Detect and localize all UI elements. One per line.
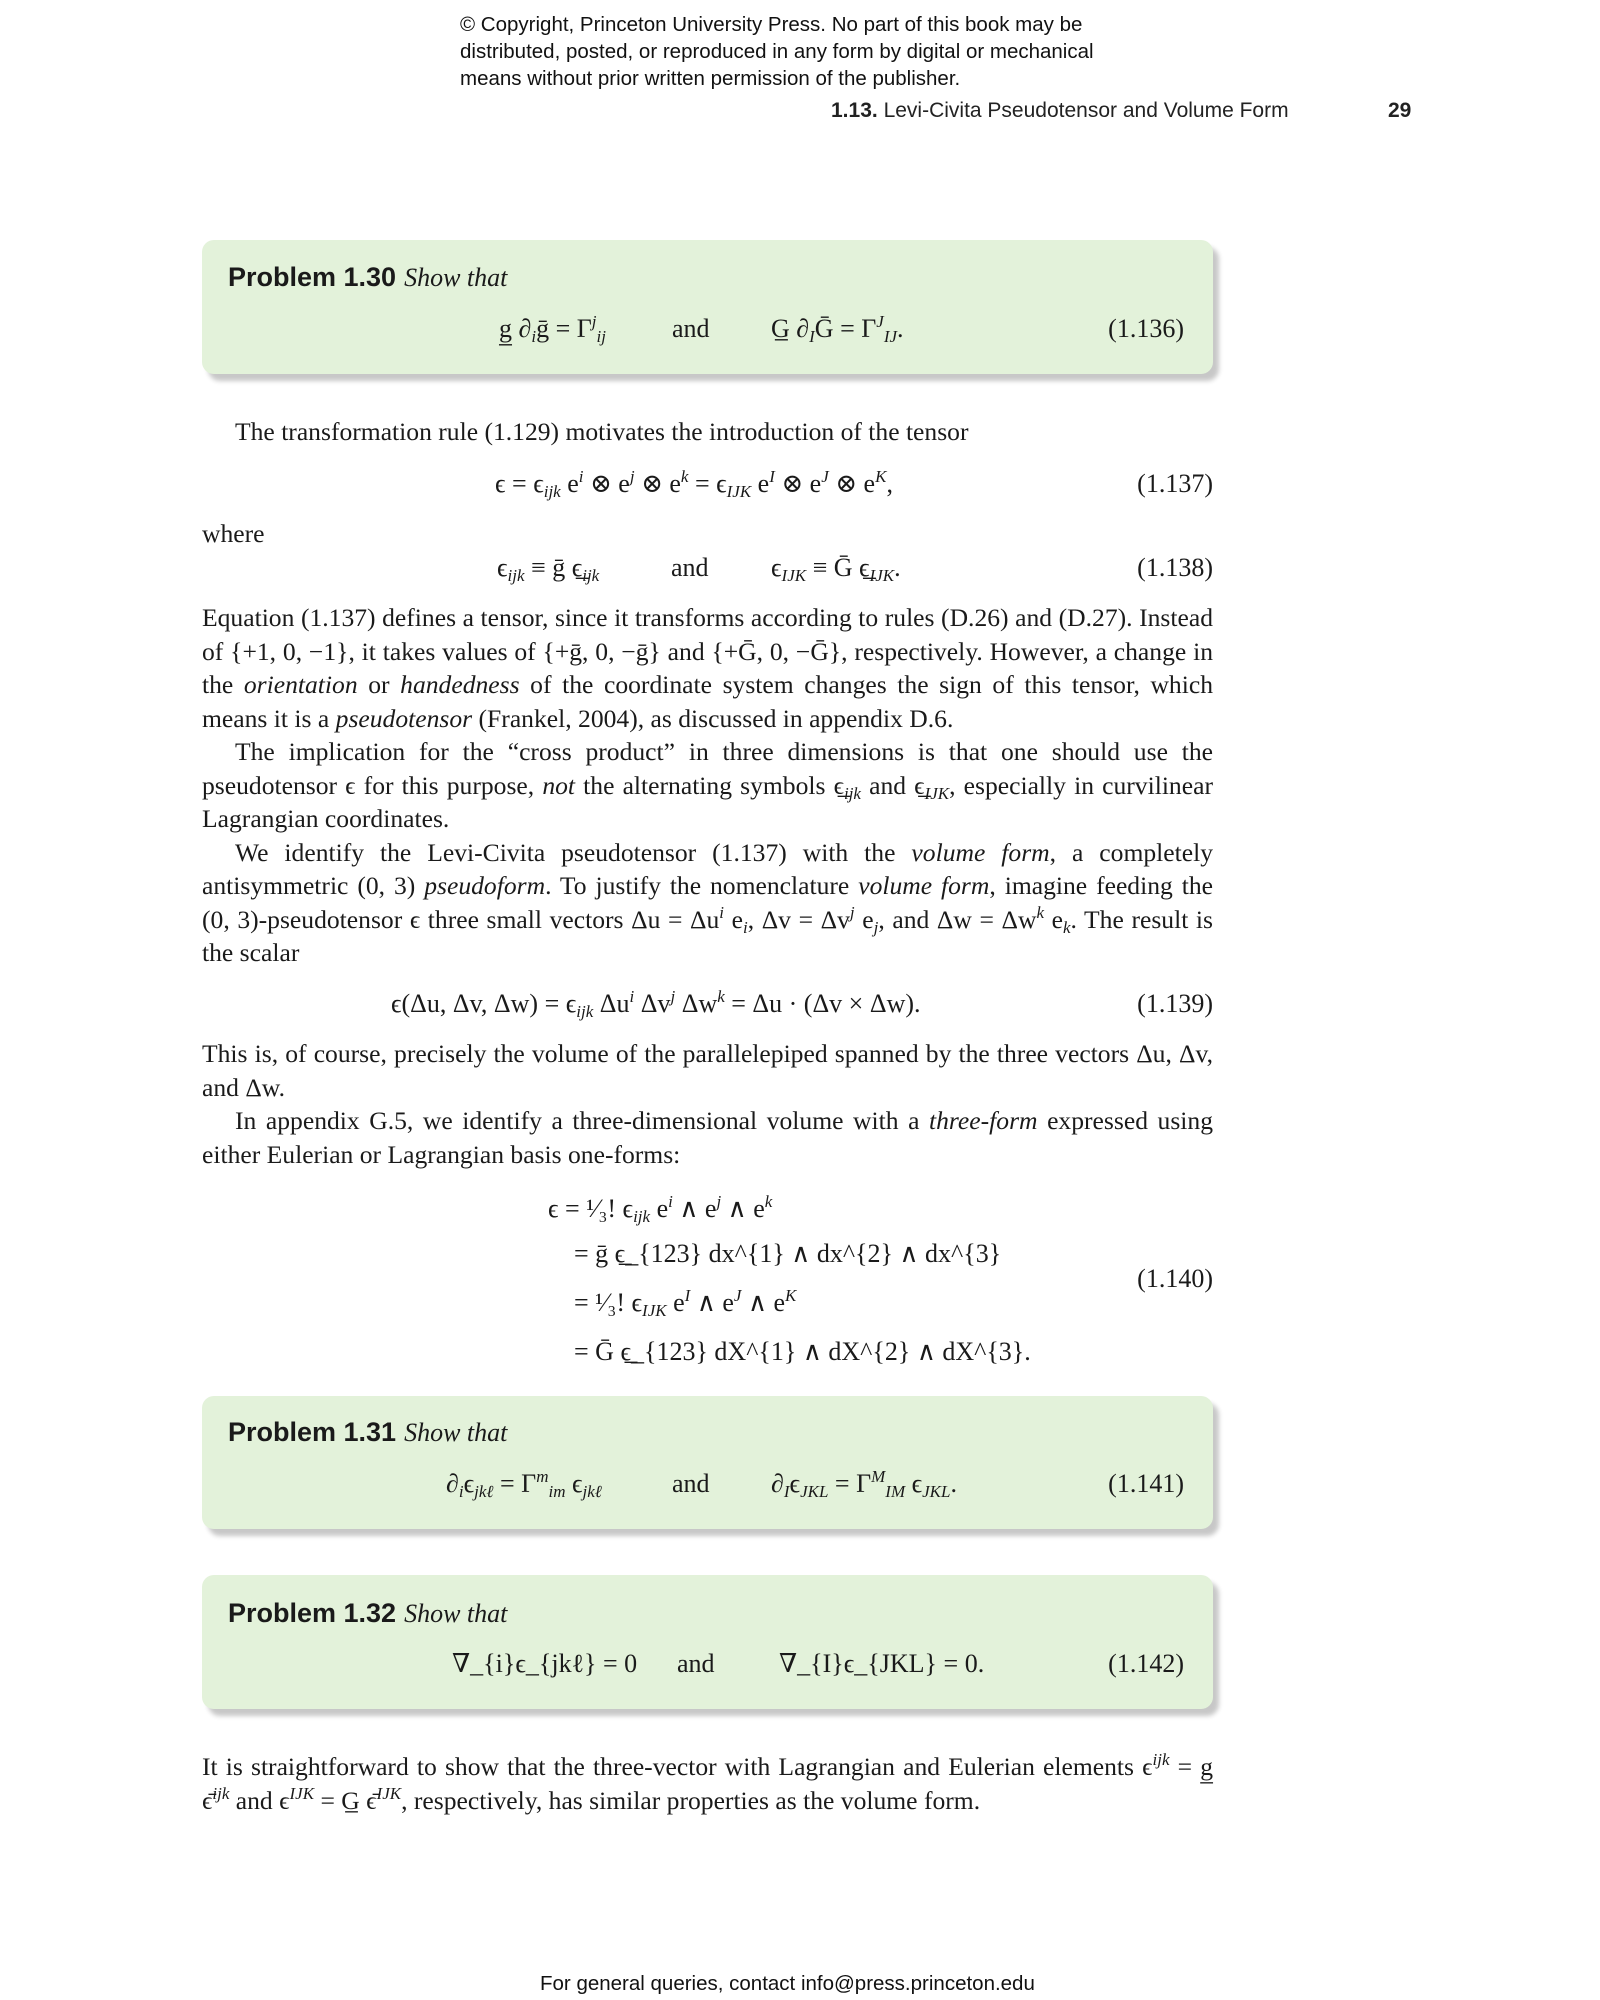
paragraph-pseudotensor: Equation (1.137) defines a tensor, since it transforms according to rules (D.26) and (D.27). Instead of {+1, 0, −1}, it takes values of {+ḡ, 0, −ḡ} and {+Ḡ, 0, −Ḡ}, respectively. However, a change in the orientation or handedness of the coordinate system changes the sign of this tensor, which means it is a pseudotensor (Frankel, 2004), as discussed in appendix D.6. xyxy=(202,603,1213,733)
equation-1-138-lhs: $\epsilon_{ijk}$ ≡ ḡ $\epsilon̲_{ijk}$ xyxy=(497,553,600,585)
equation-number-1-137: (1.137) xyxy=(1137,469,1213,498)
equation-1-139: ϵ(Δu, Δv, $\Delta w) = \epsilon_{ijk}$ $\Delta u^i$ $\Delta v^j$ $\Delta w^k = \Delta u \cdot (\Delta v \times \Delta w)$. xyxy=(391,987,921,1021)
footer-contact: For general queries, contact info@press.princeton.edu xyxy=(540,1972,1035,1995)
page-number: 29 xyxy=(1388,99,1412,122)
running-header xyxy=(831,96,1289,126)
equation-and: and xyxy=(677,1649,715,1678)
body-paragraphs xyxy=(202,601,1213,970)
equation-lhs: $\partial_i\epsilon_{jk\ell} = \Gamma^m_{im}$ $\epsilon_{jk\ell}$ xyxy=(446,1467,602,1501)
problem-prompt: Show that xyxy=(404,1418,508,1447)
problem-label: Problem 1.30 xyxy=(228,262,397,292)
equation-number: (1.142) xyxy=(1108,1649,1184,1678)
copyright-line-1: © Copyright, Princeton University Press. No part of this book may be xyxy=(460,13,1083,36)
equation-number-1-139: (1.139) xyxy=(1137,989,1213,1018)
problem-label: Problem 1.32 xyxy=(228,1598,397,1628)
equation-1-138-and: and xyxy=(671,553,709,582)
equation-1-137: $\epsilon = \epsilon_{ijk}$ $e^i$ ⊗ $e^j$ ⊗ $e^k = \epsilon_{IJK}$ $e^I$ ⊗ $e^J$ ⊗ $e^K$, xyxy=(495,467,893,501)
problem-title xyxy=(228,1415,507,1450)
equation-rhs: $\partial_I\epsilon_{JKL} = \Gamma^M_{IM}$ $\epsilon_{JKL}$. xyxy=(771,1467,957,1501)
paragraph-cross-product: The implication for the “cross product” in three dimensions is that one should use the pseudotensor ϵ for this purpose, not the alternating symbols $\epsilon̲_{ijk}$ and $\epsilon̲_{IJK}$, especially in curvilinear Lagrangian coordinates. xyxy=(202,737,1213,833)
problem-prompt: Show that xyxy=(404,1599,508,1628)
problem-prompt: Show that xyxy=(404,263,508,292)
section-title: Levi-Civita Pseudotensor and Volume Form xyxy=(883,99,1289,122)
problem-label: Problem 1.31 xyxy=(228,1417,397,1447)
equation-lhs: g̲ $\partial_iḡ = \Gamma^j_{ij}$ xyxy=(499,312,606,346)
body-paragraphs-2 xyxy=(202,1037,1213,1171)
problem-box-1-32 xyxy=(202,1575,1213,1709)
paragraph-parallelepiped: This is, of course, precisely the volume of the parallelepiped spanned by the three vectors Δu, Δv, and Δw. xyxy=(202,1039,1213,1102)
problem-title xyxy=(228,1596,507,1631)
equation-number: (1.136) xyxy=(1108,314,1184,343)
paragraph-volume-form: We identify the Levi-Civita pseudotensor (1.137) with the volume form, a completely antisymmetric (0, 3) pseudoform. To justify the nomenclature volume form, imagine feeding the (0, 3)-pseudotensor ϵ three small vectors $\Delta u = \Delta u^i$ $e_i$, $\Delta v = \Delta v^j$ $e_j$, and $\Delta w = \Delta w^k$ $e_k$. The result is the scalar xyxy=(202,837,1214,967)
copyright-line-3: means without prior written permission of the publisher. xyxy=(460,67,961,90)
problem-title xyxy=(228,260,507,295)
equation-number: (1.141) xyxy=(1108,1469,1184,1498)
section-number: 1.13. xyxy=(831,99,878,122)
equation-1-138-rhs: $\epsilon_{IJK}$ ≡ Ḡ $\epsilon̲_{IJK}$. xyxy=(771,553,901,585)
equation-and: and xyxy=(672,314,710,343)
equation-rhs: ∇_{I}ϵ_{JKL} = 0. xyxy=(779,1649,985,1678)
equation-1-140-line-2: = ḡ ϵ̲_{123} dx^{1} ∧ dx^{2} ∧ dx^{3} xyxy=(574,1239,1002,1268)
problem-box-1-31 xyxy=(202,1396,1213,1529)
equation-rhs: G̲ $\partial_IḠ = \Gamma^J_{IJ}$. xyxy=(771,312,904,346)
equation-number-1-138: (1.138) xyxy=(1137,553,1213,582)
equation-number-1-140: (1.140) xyxy=(1137,1264,1213,1293)
paragraph-three-form: In appendix G.5, we identify a three-dimensional volume with a three-form expressed using either Eulerian or Lagrangian basis one-forms: xyxy=(202,1106,1214,1169)
intro-paragraph: The transformation rule (1.129) motivates the introduction of the tensor xyxy=(235,417,969,446)
equation-1-140-line-1: ϵ = ¹⁄₃! $\epsilon_{ijk}$ $e^i$ ∧ $e^j$ ∧ $e^k$ xyxy=(548,1192,773,1226)
copyright-line-2: distributed, posted, or reproduced in any form by digital or mechanical xyxy=(460,40,1094,63)
closing-paragraph: It is straightforward to show that the three-vector with Lagrangian and Eulerian elements $\epsilon^{ijk}$ = g̲ ϵ̄$^{ijk}$ and $\epsilon^{IJK}$ = G̲ ϵ̄$^{IJK}$, respectively, has similar properties as the volume form. xyxy=(202,1750,1214,1815)
equation-lhs: ∇_{i}ϵ_{jkℓ} = 0 xyxy=(452,1649,638,1678)
problem-box-1-30 xyxy=(202,240,1213,374)
where-text: where xyxy=(202,519,265,548)
equation-and: and xyxy=(672,1469,710,1498)
equation-1-140-line-3: = ¹⁄₃! $\epsilon_{IJK}$ $e^I$ ∧ $e^J$ ∧ $e^K$ xyxy=(574,1286,797,1320)
equation-1-140-line-4: = Ḡ ϵ̲_{123} dX^{1} ∧ dX^{2} ∧ dX^{3}. xyxy=(574,1337,1031,1366)
